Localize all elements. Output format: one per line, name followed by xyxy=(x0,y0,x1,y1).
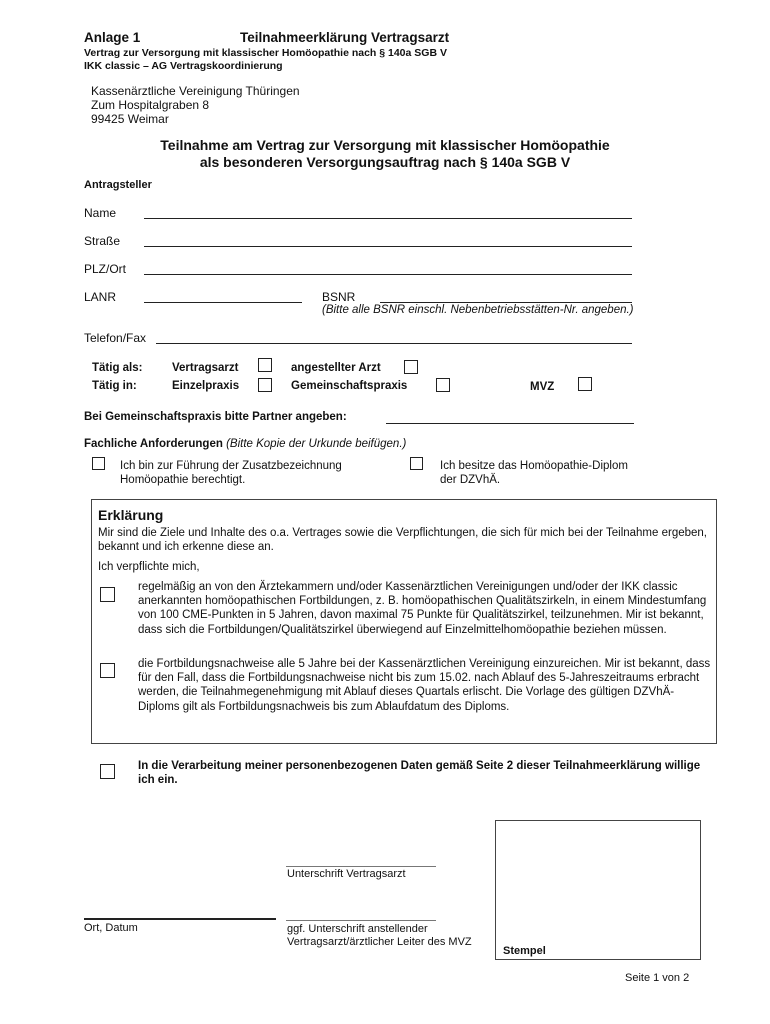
mvz-label: MVZ xyxy=(530,381,555,393)
additional-title-line-2: Homöopathie berechtigt. xyxy=(120,474,246,486)
street-field[interactable] xyxy=(144,246,632,247)
stamp-label: Stempel xyxy=(503,945,546,957)
declaration-intro: Mir sind die Ziele und Inhalte des o.a. Vertrages sowie die Verpflichtungen, die sich für mich bei der Teilnahme ergeben, bekannt und ich erkenne diese an. xyxy=(98,527,708,554)
active-as-label: Tätig als: xyxy=(92,362,143,374)
training-commitment-text: regelmäßig an von den Ärztekammern und/oder Kassenärztlichen Vereinigungen und/oder der IKK classic anerkannten homöopathischen Fortbildungen, z. B. homöopathischen Qualitätszirkeln, in einem Mindestumfang von 100 CME-Punkten in 5 Jahren, davon maximal 75 Punkte für Qualitätszirkel, teilzunehmen. Mir ist bekannt, dass sich die Fortbildungen/Qualitätszirkel überwiegend auf Einzelmittelhomöopathie beziehen müssen. xyxy=(138,581,707,636)
bsnr-label: BSNR xyxy=(322,290,356,304)
declaration-heading: Erklärung xyxy=(98,507,164,523)
main-title-line-1: Teilnahme am Vertrag zur Versorgung mit klassischer Homöopathie xyxy=(160,137,610,153)
contract-doctor-checkbox[interactable] xyxy=(258,358,272,372)
street-label: Straße xyxy=(84,234,121,248)
diploma-checkbox[interactable] xyxy=(410,457,423,470)
form-title: Teilnahmeerklärung Vertragsarzt xyxy=(240,30,450,45)
partners-field[interactable] xyxy=(386,423,634,424)
place-date-label: Ort, Datum xyxy=(84,922,138,934)
doctor-signature-label: Unterschrift Vertragsarzt xyxy=(287,868,406,880)
phone-fax-label: Telefon/Fax xyxy=(84,331,147,345)
active-in-label: Tätig in: xyxy=(92,380,137,392)
additional-title-line-1: Ich bin zur Führung der Zusatzbezeichnung xyxy=(120,460,342,472)
name-label: Name xyxy=(84,206,117,220)
name-field[interactable] xyxy=(144,218,632,219)
coordination-line: IKK classic – AG Vertragskoordinierung xyxy=(84,60,283,72)
address-line-1: Kassenärztliche Vereinigung Thüringen xyxy=(91,84,300,98)
employed-doctor-label: angestellter Arzt xyxy=(291,362,381,374)
stamp-box[interactable] xyxy=(495,820,701,960)
consent-checkbox[interactable] xyxy=(100,764,115,779)
evidence-commitment-text: die Fortbildungsnachweise alle 5 Jahre bei der Kassenärztlichen Vereinigung einzureichen. Mir ist bekannt, dass für den Fall, dass die Fortbildungsnachweise nicht bis zum 15.02. nach Ablauf des 5-Jahreszeitraums erbracht werden, die Teilnahmegenehmigung mit Ablauf dieses Quartals erlischt. Die Vorlage des gültigen DZVhÄ-Diploms gilt als Fortbildungsnachweis bis zum Ablaufdatum des Diploms. xyxy=(138,658,711,713)
zip-city-field[interactable] xyxy=(144,274,632,275)
doctor-signature-line[interactable] xyxy=(286,866,436,867)
address-line-3: 99425 Weimar xyxy=(91,112,169,126)
requirements-heading-text: Fachliche Anforderungen xyxy=(84,438,223,450)
partners-label: Bei Gemeinschaftspraxis bitte Partner angeben: xyxy=(84,411,347,423)
contract-doctor-label: Vertragsarzt xyxy=(172,362,239,374)
evidence-checkbox[interactable] xyxy=(100,663,115,678)
group-practice-checkbox[interactable] xyxy=(436,378,450,392)
page-number: Seite 1 von 2 xyxy=(625,972,690,984)
employed-doctor-checkbox[interactable] xyxy=(404,360,418,374)
requirements-note: (Bitte Kopie der Urkunde beifügen.) xyxy=(226,438,407,450)
annex-label: Anlage 1 xyxy=(84,30,141,45)
place-date-line[interactable] xyxy=(84,918,276,920)
address-line-2: Zum Hospitalgraben 8 xyxy=(91,98,210,112)
group-practice-label: Gemeinschaftspraxis xyxy=(291,380,408,392)
bsnr-field[interactable] xyxy=(380,302,632,303)
employer-signature-line[interactable] xyxy=(286,920,436,921)
applicant-heading: Antragsteller xyxy=(84,179,152,191)
single-practice-checkbox[interactable] xyxy=(258,378,272,392)
diploma-line-2: der DZVhÄ. xyxy=(440,474,501,486)
employer-signature-label: ggf. Unterschrift anstellender Vertragsarzt/ärztlicher Leiter des MVZ xyxy=(287,923,472,948)
single-practice-label: Einzelpraxis xyxy=(172,380,240,392)
contract-line: Vertrag zur Versorgung mit klassischer Homöopathie nach § 140a SGB V xyxy=(84,47,447,59)
bsnr-note: (Bitte alle BSNR einschl. Nebenbetriebsstätten-Nr. angeben.) xyxy=(322,304,634,316)
zip-city-label: PLZ/Ort xyxy=(84,262,127,276)
main-title-line-2: als besonderen Versorgungsauftrag nach § 140a SGB V xyxy=(199,154,571,170)
phone-fax-field[interactable] xyxy=(156,343,632,344)
requirements-heading xyxy=(84,438,406,450)
lanr-label: LANR xyxy=(84,290,117,304)
training-checkbox[interactable] xyxy=(100,587,115,602)
mvz-checkbox[interactable] xyxy=(578,377,592,391)
consent-text: In die Verarbeitung meiner personenbezogenen Daten gemäß Seite 2 dieser Teilnahmeerklärung willige ich ein. xyxy=(138,760,701,787)
diploma-line-1: Ich besitze das Homöopathie-Diplom xyxy=(440,460,628,472)
additional-title-checkbox[interactable] xyxy=(92,457,105,470)
declaration-commit: Ich verpflichte mich, xyxy=(98,561,200,573)
lanr-field[interactable] xyxy=(144,302,302,303)
